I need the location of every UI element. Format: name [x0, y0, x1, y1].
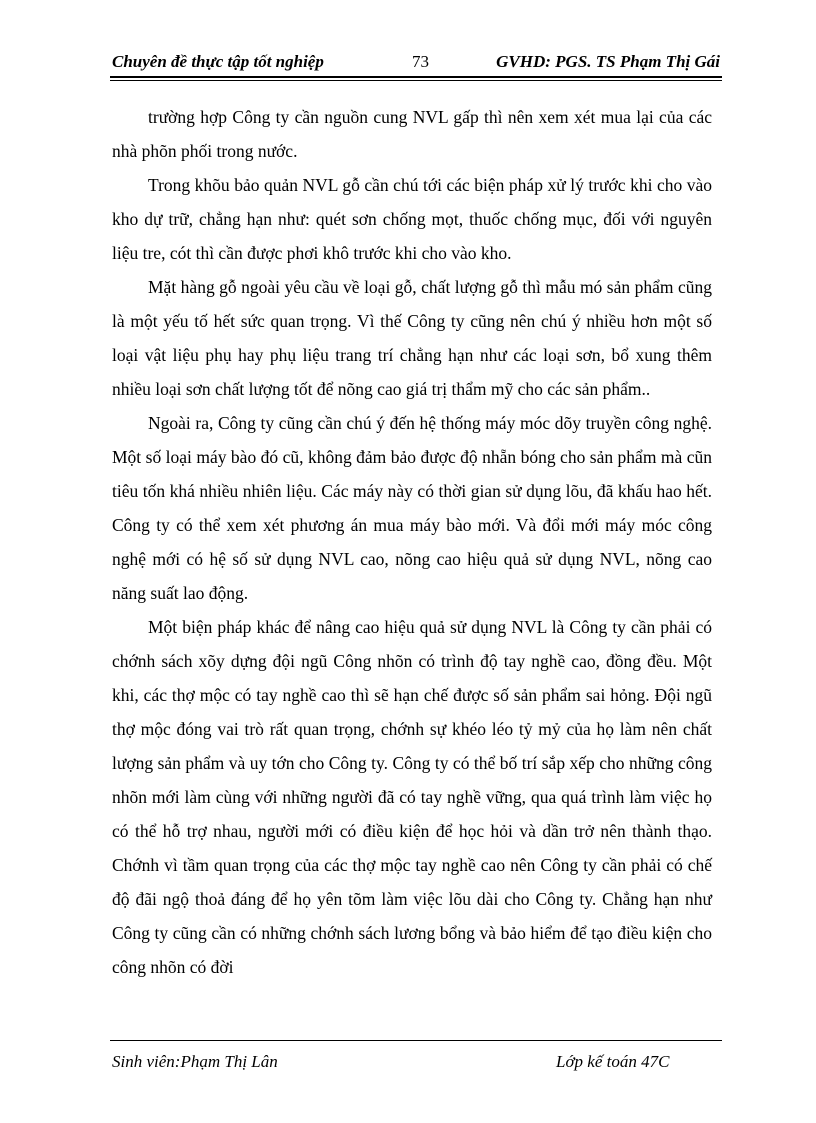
paragraph: Ngoài ra, Công ty cũng cần chú ý đến hệ thống máy móc dõy truyền công nghệ. Một số loại máy bào đó cũ, không đảm bảo được độ nhẵn bóng cho sản phẩm mà cũn tiêu tốn khá nhiều nhiên liệu. Các máy này có thời gian sử dụng lõu, đã khấu hao hết. Công ty có thể xem xét phương án mua máy bào mới. Và đổi mới máy móc công nghệ mới có hệ số sử dụng NVL cao, nõng cao hiệu quả sử dụng NVL, nõng cao năng suất lao động. — [112, 413, 712, 603]
footer-divider — [110, 1040, 722, 1041]
paragraph: Một biện pháp khác để nâng cao hiệu quả sử dụng NVL là Công ty cần phải có chớnh sách xõy dựng đội ngũ Công nhõn có trình độ tay nghề cao, đồng đều. Một khi, các thợ mộc có tay nghề cao thì sẽ hạn chế được số sản phẩm sai hỏng. Đội ngũ thợ mộc đóng vai trò rất quan trọng, chớnh sự khéo léo tỷ mỷ của họ làm nên chất lượng sản phẩm và uy tớn cho Công ty. Công ty có thể bố trí sắp xếp cho những công nhõn mới làm cùng với những người đã có tay nghề vững, qua quá trình làm việc họ có thể hỗ trợ nhau, người mới có điều kiện để học hỏi và dần trở nên thành thạo. Chớnh vì tầm quan trọng của các thợ mộc tay nghề cao nên Công ty cần phải có chế độ đãi ngộ thoả đáng để họ yên tõm làm việc lõu dài cho Công ty. Chẳng hạn như Công ty cũng cần có những chớnh sách lương bổng và bảo hiểm để tạo điều kiện cho công nhõn có đời — [112, 617, 712, 977]
page-header — [112, 52, 720, 78]
page-number: 73 — [412, 52, 429, 71]
paragraph: Trong khõu bảo quản NVL gỗ cần chú tới các biện pháp xử lý trước khi cho vào kho dự trữ, chẳng hạn như: quét sơn chống mọt, thuốc chống mục, đối với nguyên liệu tre, cót thì cần được phơi khô trước khi cho vào kho. — [112, 175, 712, 263]
supervisor-name: GVHD: PGS. TS Phạm Thị Gái — [496, 52, 720, 71]
header-divider-thin — [110, 80, 722, 81]
paragraph: Mặt hàng gỗ ngoài yêu cầu về loại gỗ, chất lượng gỗ thì mẫu mó sản phẩm cũng là một yếu tố hết sức quan trọng. Vì thế Công ty cũng nên chú ý nhiều hơn một số loại vật liệu phụ hay phụ liệu trang trí chẳng hạn như các loại sơn, bổ xung thêm nhiều loại sơn chất lượng tốt để nõng cao giá trị thẩm mỹ cho các sản phẩm.. — [112, 277, 712, 399]
student-name: Sinh viên:Phạm Thị Lân — [112, 1052, 278, 1071]
document-title: Chuyên đề thực tập tốt nghiệp — [112, 52, 324, 71]
class-name: Lớp kế toán 47C — [556, 1052, 670, 1071]
body-text — [112, 100, 712, 984]
paragraph: trường hợp Công ty cần nguồn cung NVL gấp thì nên xem xét mua lại của các nhà phõn phối trong nước. — [112, 107, 712, 161]
header-divider — [110, 76, 722, 78]
